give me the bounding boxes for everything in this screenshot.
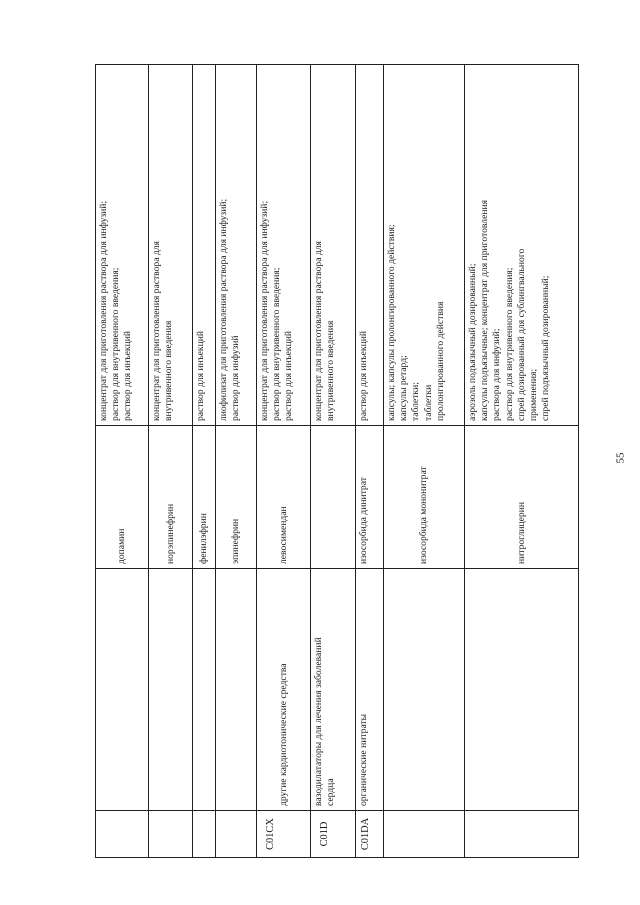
pharm-group-cell: [216, 569, 257, 811]
dosage-form-cell: концентрат для приготовления раствора для внутривенного введения: [149, 65, 193, 426]
inn-cell: левосимендан: [257, 426, 311, 569]
table-row: [148, 65, 193, 857]
pharm-group-cell: органические нитраты: [356, 569, 384, 811]
dosage-form-cell: концентрат для приготовления раствора для инфузий; раствор для внутривенного введения; раствор для инъекций: [257, 65, 311, 426]
inn-cell: изосорбида мононитрат: [384, 426, 465, 569]
inn-cell: фенилэфрин: [193, 426, 216, 569]
inn-cell: [311, 426, 356, 569]
inn-cell: изосорбида динитрат: [356, 426, 384, 569]
inn-cell: допамин: [96, 426, 148, 569]
pharm-group-cell: [149, 569, 193, 811]
inn-cell: норэпинефрин: [149, 426, 193, 569]
atc-code-cell: C01D: [319, 821, 330, 847]
table-row: [355, 65, 384, 857]
dosage-form-cell: раствор для инъекций: [356, 65, 384, 426]
dosage-form-cell: аэрозоль подъязычный дозированный; капсулы подъязычные; концентрат для приготовления раствора для инфузий; раствор для внутривенного введения; спрей дозированный для сублингвального применения; спрей подъязычный дозированный;: [465, 65, 579, 426]
atc-code-cell: C01DA: [360, 817, 371, 851]
atc-code-cell: C01CX: [265, 818, 276, 850]
pharm-group-cell: вазодилататоры для лечения заболеваний сердца: [311, 569, 356, 811]
pharm-group-cell: другие кардиотонические средства: [257, 569, 311, 811]
table-body: [95, 64, 579, 858]
table-row: [310, 65, 356, 857]
table-row: [464, 65, 579, 857]
page-number: 55: [614, 452, 627, 464]
atc-code-cell: [149, 811, 193, 857]
atc-code-cell: [216, 811, 257, 857]
table-row: [192, 65, 216, 857]
dosage-form-cell: капсулы; капсулы пролонгированного действия; капсулы ретард; таблетки; таблетки пролонгированного действия: [384, 65, 465, 426]
dosage-form-cell: раствор для инъекций: [193, 65, 216, 426]
table-row: [96, 65, 148, 857]
pharm-group-cell: [384, 569, 465, 811]
inn-cell: нитроглицерин: [465, 426, 579, 569]
pharm-group-cell: [96, 569, 148, 811]
dosage-form-cell: концентрат для приготовления раствора для инфузий; раствор для внутривенного введения; раствор для инъекций: [96, 65, 148, 426]
table-row: [383, 65, 465, 857]
pharm-group-cell: [465, 569, 579, 811]
inn-cell: эпинефрин: [216, 426, 257, 569]
dosage-form-cell: концентрат для приготовления раствора для внутривенного введения: [311, 65, 356, 426]
atc-code-cell: [96, 811, 148, 857]
atc-code-cell: [384, 811, 465, 857]
pharm-group-cell: [193, 569, 216, 811]
table-row: [215, 65, 257, 857]
table-row: [256, 65, 311, 857]
atc-code-cell: [465, 811, 579, 857]
medication-table: [95, 64, 579, 858]
dosage-form-cell: лиофилизат для приготовления раствора для инфузий; раствор для инфузий: [216, 65, 257, 426]
atc-code-cell: [193, 811, 216, 857]
